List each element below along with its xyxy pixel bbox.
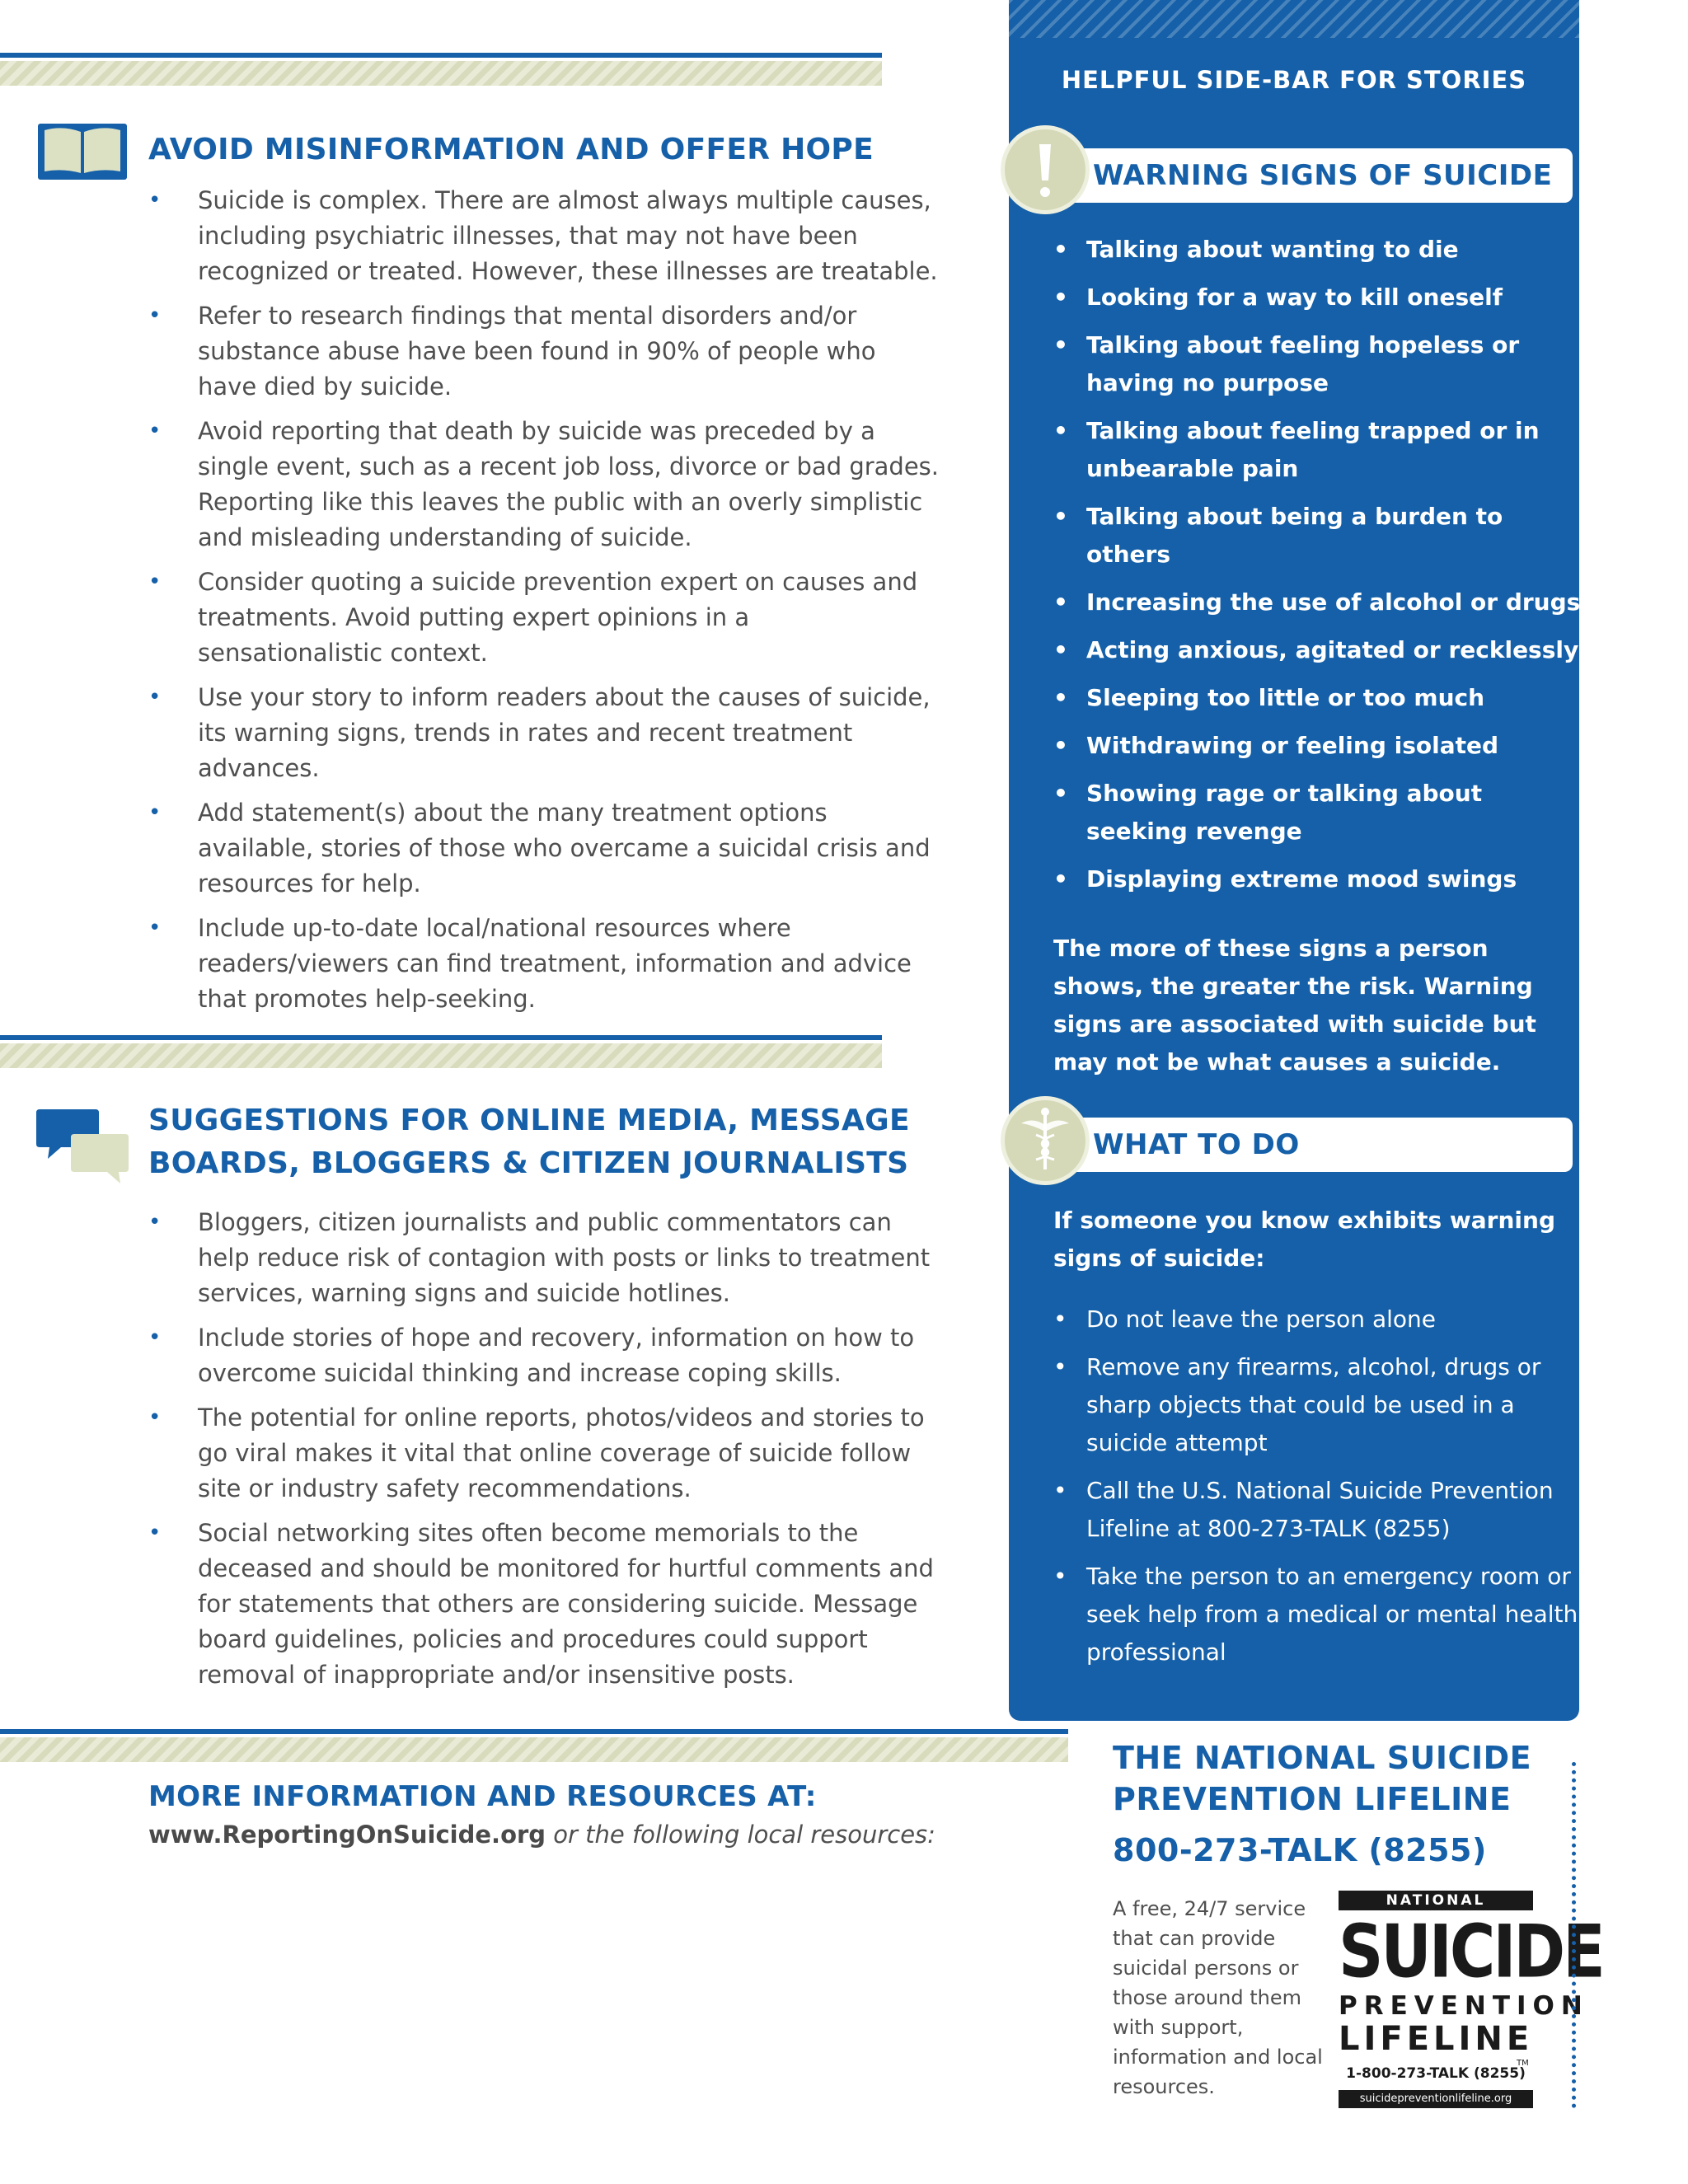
logo-prevention: PREVENTION (1339, 1991, 1589, 2021)
section-title: AVOID MISINFORMATION AND OFFER HOPE (148, 133, 874, 166)
list-item: • Add statement(s) about the many treatment options available, stories of those who overcame a suicidal crisis and resources for help. (148, 795, 940, 902)
lifeline-description: A free, 24/7 service that can provide suicidal persons or those around them with support, information and local resources. (1113, 1897, 1323, 2098)
list-item: • Include stories of hope and recovery, information on how to overcome suicidal thinking and increase coping skills. (148, 1320, 940, 1391)
more-info-rest: or the following local resources: (546, 1821, 935, 1849)
section-title-line: SUGGESTIONS FOR ONLINE MEDIA, MESSAGE (148, 1104, 910, 1137)
list-item: • Remove any firearms, alcohol, drugs or sharp objects that could be used in a suicide attempt (1053, 1348, 1581, 1462)
section2-list (148, 1205, 940, 1702)
what-to-do-list (1053, 1301, 1581, 1681)
logo-national: NATIONAL (1339, 1891, 1533, 1910)
section1-list (148, 183, 940, 1026)
list-item: • Avoid reporting that death by suicide was preceded by a single event, such as a recent job loss, divorce or bad grades. Reporting like this leaves the public with an overly simplistic and misleading understanding of suicide. (148, 414, 940, 555)
list-item: • Bloggers, citizen journalists and public commentators can help reduce risk of contagion with posts or links to treatment services, warning signs and suicide hotlines. (148, 1205, 940, 1311)
warning-signs-list (1053, 231, 1581, 908)
list-item: • Looking for a way to kill oneself (1053, 279, 1581, 316)
list-item: • Refer to research findings that mental disorders and/or substance abuse have been found in 90% of people who have died by suicide. (148, 298, 940, 405)
lifeline-logo (1339, 1891, 1603, 2108)
list-item: • Displaying extreme mood swings (1053, 860, 1581, 898)
list-item: • Showing rage or talking about seeking revenge (1053, 775, 1581, 851)
more-info-url[interactable]: www.ReportingOnSuicide.org (148, 1821, 546, 1849)
list-item: • Call the U.S. National Suicide Prevention Lifeline at 800-273-TALK (8255) (1053, 1472, 1581, 1548)
list-item: • Use your story to inform readers about the causes of suicide, its warning signs, trends in rates and recent treatment advances. (148, 680, 940, 786)
logo-trademark: TM (1517, 2059, 1529, 2068)
speech-bubbles-icon (33, 1108, 132, 1190)
warning-signs-note: The more of these signs a person shows, the greater the risk. Warning signs are associated with suicide but may not be what causes a suicide. (1053, 935, 1536, 1076)
list-item: • Suicide is complex. There are almost always multiple causes, including psychiatric illnesses, that may not have been recognized or treated. However, these illnesses are treatable. (148, 183, 940, 289)
warning-signs-tab (1062, 148, 1573, 203)
what-to-do-title: WHAT TO DO (1093, 1128, 1300, 1161)
lifeline-title: THE NATIONAL SUICIDE PREVENTION LIFELINE (1113, 1740, 1532, 1817)
caduceus-icon (1001, 1096, 1090, 1185)
logo-phone: 1-800-273-TALK (8255) (1346, 2065, 1526, 2082)
what-to-do-tab (1062, 1118, 1573, 1172)
section-divider (0, 1035, 882, 1068)
list-item: • Talking about feeling hopeless or having no purpose (1053, 326, 1581, 402)
section-divider (0, 1729, 1068, 1762)
section-title-line: BOARDS, BLOGGERS & CITIZEN JOURNALISTS (148, 1146, 909, 1180)
book-icon (36, 122, 129, 181)
lifeline-phone[interactable]: 800-273-TALK (8255) (1113, 1832, 1487, 1868)
list-item: • Talking about being a burden to others (1053, 498, 1581, 574)
dotted-divider (1572, 1762, 1576, 2108)
list-item: • Talking about feeling trapped or in unbearable pain (1053, 412, 1581, 488)
list-item: • Do not leave the person alone (1053, 1301, 1581, 1338)
list-item: • Withdrawing or feeling isolated (1053, 727, 1581, 765)
logo-url[interactable]: suicidepreventionlifeline.org (1339, 2090, 1533, 2108)
list-item: • Take the person to an emergency room or seek help from a medical or mental health professional (1053, 1558, 1581, 1671)
warning-signs-title: WARNING SIGNS OF SUICIDE (1093, 159, 1553, 192)
list-item: • Consider quoting a suicide prevention expert on causes and treatments. Avoid putting expert opinions in a sensationalistic context. (148, 565, 940, 671)
section-divider (0, 53, 882, 86)
more-info-title: MORE INFORMATION AND RESOURCES AT: (148, 1780, 817, 1813)
sidebar-stripes (1009, 0, 1579, 38)
sidebar-heading: HELPFUL SIDE-BAR FOR STORIES (1061, 66, 1527, 94)
logo-lifeline: LIFELINE (1339, 2020, 1534, 2058)
what-to-do-intro: If someone you know exhibits warning signs of suicide: (1053, 1207, 1555, 1272)
list-item: • Sleeping too little or too much (1053, 679, 1581, 717)
more-info-text (148, 1818, 935, 1851)
list-item: • Include up-to-date local/national resources where readers/viewers can find treatment, information and advice that promotes help-seeking. (148, 911, 940, 1017)
section-title (148, 1099, 910, 1185)
exclamation-icon (1001, 125, 1090, 214)
list-item: • Increasing the use of alcohol or drugs (1053, 583, 1581, 621)
logo-suicide: SUICIDE (1339, 1909, 1603, 1994)
list-item: • Social networking sites often become memorials to the deceased and should be monitored for hurtful comments and for statements that others are considering suicide. Message board guidelines, policies and procedures could support removal of inappropriate and/or insensitive posts. (148, 1516, 940, 1693)
list-item: • Talking about wanting to die (1053, 231, 1581, 269)
list-item: • The potential for online reports, photos/videos and stories to go viral makes it vital that online coverage of suicide follow site or industry safety recommendations. (148, 1400, 940, 1507)
sidebar (1009, 0, 1579, 1721)
list-item: • Acting anxious, agitated or recklessly (1053, 631, 1581, 669)
